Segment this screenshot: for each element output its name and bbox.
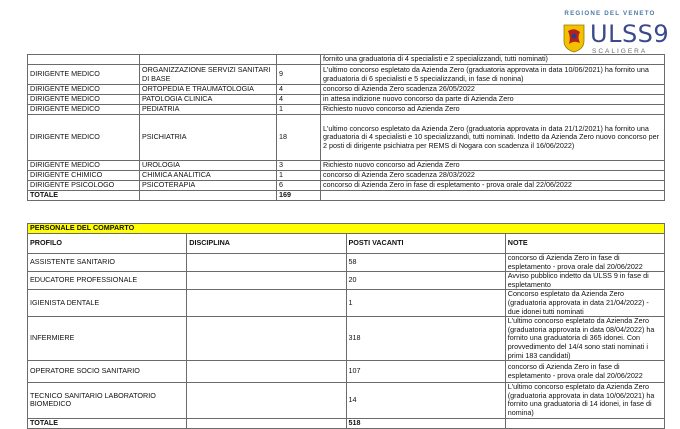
cell-disciplina: PSICOTERAPIA (140, 181, 277, 191)
cell-profilo: DIRIGENTE MEDICO (28, 95, 140, 105)
cell-posti: 1 (277, 105, 321, 115)
table-row (28, 161, 665, 171)
cell-note: concorso di Azienda Zero in fase di espletamento - prova orale dal 20/06/2022 (505, 254, 664, 272)
table-row (28, 115, 665, 161)
cell-profilo: DIRIGENTE MEDICO (28, 115, 140, 161)
dirigenza-table (27, 54, 665, 201)
cell-disciplina: CHIMICA ANALITICA (140, 171, 277, 181)
cell-note: L'ultimo concorso espletato da Azienda Zero (graduatoria approvata in data 08/04/2022) ha fornito una graduatoria di 365 idonei. Con provvedimento del 14/4 sono stati nominati i primi 183 candidati) (505, 317, 664, 361)
logo-name: ULSS9 (590, 20, 670, 48)
cell-profilo: TECNICO SANITARIO LABORATORIO BIOMEDICO (28, 383, 187, 418)
cell-profilo: DIRIGENTE MEDICO (28, 105, 140, 115)
cell-posti: 3 (277, 161, 321, 171)
table-row (28, 272, 665, 290)
cell-disciplina (140, 55, 277, 65)
cell-posti: 18 (277, 115, 321, 161)
cell-empty (505, 418, 664, 428)
table-row (28, 290, 665, 317)
cell-disciplina: PEDIATRIA (140, 105, 277, 115)
table-row (28, 254, 665, 272)
cell-posti: 58 (346, 254, 505, 272)
cell-posti: 1 (346, 290, 505, 317)
table-row (28, 105, 665, 115)
cell-disciplina (187, 272, 346, 290)
cell-posti: 6 (277, 181, 321, 191)
header-posti: POSTI VACANTI (346, 234, 505, 254)
total-row (28, 191, 665, 201)
cell-profilo: EDUCATORE PROFESSIONALE (28, 272, 187, 290)
region-label: REGIONE DEL VENETO (564, 10, 656, 17)
table-row (28, 85, 665, 95)
cell-posti: 318 (346, 317, 505, 361)
cell-note: Richiesto nuovo concorso ad Azienda Zero (321, 161, 665, 171)
cell-note: L'ultimo concorso espletato da Azienda Zero (graduatoria approvata in data 10/06/2021) ha fornito una graduatoria di 6 specialisti e 5 specializzandi, in fase di nonina) (321, 65, 665, 85)
cell-disciplina (187, 361, 346, 383)
cell-note: concorso di Azienda Zero in fase di espletamento - prova orale dal 22/06/2022 (321, 181, 665, 191)
cell-disciplina: ORTOPEDIA E TRAUMATOLOGIA (140, 85, 277, 95)
cell-empty (187, 418, 346, 428)
cell-disciplina (187, 317, 346, 361)
section-header-row (28, 224, 665, 234)
cell-profilo: OPERATORE SOCIO SANITARIO (28, 361, 187, 383)
cell-empty (140, 191, 277, 201)
cell-profilo (28, 55, 140, 65)
cell-profilo: DIRIGENTE PSICOLOGO (28, 181, 140, 191)
cell-posti: 4 (277, 95, 321, 105)
cell-posti: 9 (277, 65, 321, 85)
table-row (28, 317, 665, 361)
comparto-table (27, 223, 665, 429)
total-value: 518 (346, 418, 505, 428)
column-header-row (28, 234, 665, 254)
cell-posti: 1 (277, 171, 321, 181)
cell-note: concorso di Azienda Zero scadenza 28/03/2022 (321, 171, 665, 181)
ulss9-logo (554, 10, 670, 60)
cell-disciplina: ORGANIZZAZIONE SERVIZI SANITARI DI BASE (140, 65, 277, 85)
cell-disciplina: PATOLOGIA CLINICA (140, 95, 277, 105)
table-row (28, 55, 665, 65)
table-row (28, 95, 665, 105)
cell-note: Concorso espletato da Azienda Zero (graduatoria approvata in data 21/04/2022) - due idonei tutti nominati (505, 290, 664, 317)
cell-profilo: DIRIGENTE MEDICO (28, 85, 140, 95)
total-label: TOTALE (28, 191, 140, 201)
table-row (28, 171, 665, 181)
cell-note: L'ultimo concorso espletato da Azienda Zero (graduatoria approvata in data 10/06/2021) ha fornito una graduatoria di 14 idonei, in fase di nomina) (505, 383, 664, 418)
cell-note: L'ultimo concorso espletato da Azienda Zero (graduatoria approvata in data 21/12/2021) ha fornito una graduatoria di 4 specialisti e 10 specializzandi, tutti nominati. Indetto da Azienda Zero nuovo concorso per 2 posti di dirigente psichiatra per REMS di Nogara con scadenza il 16/06/2022) (321, 115, 665, 161)
cell-note: fornito una graduatoria di 4 specialisti e 2 specializzandi, tutti nominati) (321, 55, 665, 65)
cell-posti (277, 55, 321, 65)
total-label: TOTALE (28, 418, 187, 428)
cell-note: Richiesto nuovo concorso ad Azienda Zero (321, 105, 665, 115)
cell-posti: 14 (346, 383, 505, 418)
logo-subtitle: SCALIGERA (592, 48, 648, 55)
table-row (28, 361, 665, 383)
cell-posti: 107 (346, 361, 505, 383)
cell-disciplina: PSICHIATRIA (140, 115, 277, 161)
cell-empty (321, 191, 665, 201)
cell-posti: 4 (277, 85, 321, 95)
cell-note: concorso di Azienda Zero scadenza 26/05/2022 (321, 85, 665, 95)
total-row (28, 418, 665, 428)
cell-note: Avviso pubblico indetto da ULSS 9 in fase di espletamento (505, 272, 664, 290)
table-row (28, 383, 665, 418)
lion-emblem-icon (562, 23, 586, 53)
cell-note: in attesa indizione nuovo concorso da parte di Azienda Zero (321, 95, 665, 105)
header-note: NOTE (505, 234, 664, 254)
cell-disciplina (187, 290, 346, 317)
cell-profilo: ASSISTENTE SANITARIO (28, 254, 187, 272)
cell-profilo: INFERMIERE (28, 317, 187, 361)
total-value: 169 (277, 191, 321, 201)
cell-disciplina (187, 254, 346, 272)
header-disciplina: DISCIPLINA (187, 234, 346, 254)
cell-profilo: DIRIGENTE CHIMICO (28, 171, 140, 181)
cell-profilo: IGIENISTA DENTALE (28, 290, 187, 317)
table-row (28, 181, 665, 191)
cell-disciplina (187, 383, 346, 418)
section-title: PERSONALE DEL COMPARTO (28, 224, 665, 234)
cell-profilo: DIRIGENTE MEDICO (28, 65, 140, 85)
cell-posti: 20 (346, 272, 505, 290)
header-profilo: PROFILO (28, 234, 187, 254)
cell-profilo: DIRIGENTE MEDICO (28, 161, 140, 171)
table-row (28, 65, 665, 85)
cell-note: concorso di Azienda Zero in fase di espletamento - prova orale dal 20/06/2022 (505, 361, 664, 383)
cell-disciplina: UROLOGIA (140, 161, 277, 171)
